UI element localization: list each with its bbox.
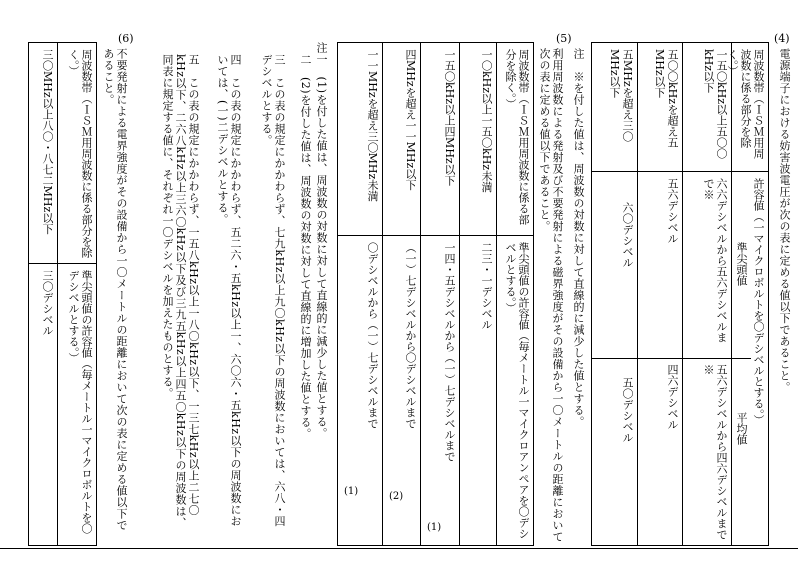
s4-row3-freq-cell xyxy=(591,42,638,172)
s4-qp-header: 準尖頭値 xyxy=(735,242,748,286)
s4-row2-freq-cell xyxy=(637,42,683,172)
section-6-text: 不要発射による電界強度がその設備から一〇メートルの距離において次の表に定める値以下であること。 xyxy=(102,48,128,531)
s4-row1-values-cell xyxy=(682,171,732,546)
s5-value-header-cell xyxy=(496,235,534,546)
s6-row1-value: 三〇デシベル xyxy=(41,270,54,336)
s4-row1-qp: 六六デシベルから五六デシベルまで※ xyxy=(702,178,728,343)
s4-freq-header-cell xyxy=(726,42,769,172)
section-5-text: 利用周波数による発射及び不要発射による磁界強度がその設備から一〇メートルの距離において次の表に定める値以下であること。 xyxy=(538,48,564,543)
s5-row3-mark: (2) xyxy=(389,491,404,502)
s6-row1-freq-cell xyxy=(28,42,58,264)
s4-value-header: 許容値（一マイクロボルトを〇デシベルとする。） xyxy=(752,178,765,426)
s4-row3-qp: 六〇デシベル xyxy=(621,202,634,268)
section-4-heading: 電源端子における妨害波電圧が次の表に定める値以下であること。 xyxy=(778,48,791,393)
s4-row3-avg: 五〇デシベル xyxy=(621,377,634,443)
s5-note-5: 五 この表の規定にかかわらず、一五八kHz以上一八〇kHz以下、一三七kHz以上二七〇kHz以下、二六八kHz以上三六〇kHz以下及び三九五kHz以上四五〇kHz以下の周波数は、同表に規定する値に、それぞれ一〇デシベルを加えたものとする。 xyxy=(161,54,200,529)
s5-row2-value-cell xyxy=(420,235,460,546)
s4-row2-values-cell xyxy=(637,171,683,546)
s5-value-header: 準尖頭値の許容値（毎メートル一マイクロアンペアを〇デシベルとする。） xyxy=(504,242,530,539)
s4-avg-header: 平均値 xyxy=(735,412,748,445)
s6-row1-value-cell xyxy=(28,263,58,546)
s5-row1-freq: 一〇kHz以上一五〇kHz未満 xyxy=(480,49,493,193)
s4-row1-freq: 一五〇kHz以上五〇〇kHz以下 xyxy=(702,49,728,160)
s5-note-1: 注一 (1)を付した値は、周波数の対数に対して直線的に減少した値とする。 xyxy=(315,42,328,439)
s5-row1-value-cell xyxy=(459,235,497,546)
s6-value-header: 準尖頭値の許容値（毎メートル一マイクロボルトを〇デシベルとする。） xyxy=(67,270,93,534)
s5-row3-value-cell xyxy=(382,235,421,546)
s5-row3-value: （一）七デシベルから〇デシベルまで xyxy=(404,242,417,429)
s5-row4-freq-cell xyxy=(337,42,383,236)
s4-freq-header: 周波数帯（ＩＳＭ用周波数に係る部分を除く。） xyxy=(726,49,765,159)
s5-row2-value: 一四・五デシベルから（一）七デシベルまで xyxy=(443,242,456,462)
section-6-number: (6) xyxy=(118,32,134,45)
s5-freq-header: 周波数帯（ＩＳＭ用周波数に係る部分を除く。） xyxy=(504,49,530,225)
s6-freq-header: 周波数帯（ＩＳＭ用周波数に係る部分を除く。） xyxy=(67,49,93,258)
s4-row1-avg: 五六デシベルから四六デシベルまで※ xyxy=(702,364,728,540)
s4-row2-freq: 五〇〇kHzを超え五MHz以下 xyxy=(653,49,679,149)
s5-note-3: 三 この表の規定にかかわらず、七九kHz以上九〇kHz以下の周波数においては、六八・四デシベルとする。 xyxy=(260,54,286,527)
s5-row2-freq-cell xyxy=(420,42,460,236)
s5-row3-freq-cell xyxy=(382,42,421,236)
s4-row2-avg: 四六デシベル xyxy=(666,364,679,430)
s5-row2-mark: (1) xyxy=(427,522,442,533)
s5-row4-value-cell xyxy=(337,235,383,546)
s4-row3-freq: 五MHzを超え三〇MHz以下 xyxy=(608,49,634,142)
s5-row1-value: 二三・一デシベル xyxy=(480,242,493,330)
section-4-note: 注 ※を付した値は、周波数の対数に対して直線的に減少した値とする。 xyxy=(572,48,585,428)
s4-row2-qp: 五六デシベル xyxy=(666,178,679,244)
s5-row1-freq-cell xyxy=(459,42,497,236)
s5-row3-freq: 四MHzを超え一一MHz以下 xyxy=(404,49,417,191)
section-4-number: (4) xyxy=(774,32,790,45)
s5-row4-freq: 一一MHzを超え三〇MHz未満 xyxy=(366,49,379,202)
s5-note-2: 二 (2)を付した値は、周波数の対数に対して直線的に増加した値とする。 xyxy=(299,54,312,440)
s6-freq-header-cell xyxy=(57,42,97,264)
s5-note-4: 四 この表の規定にかかわらず、五二六・五kHz以上一、六〇六・五kHz以下の周波数においては、(一)二デシベルとする。 xyxy=(216,54,242,527)
s4-row1-freq-cell xyxy=(682,42,732,172)
page-bottom-rule xyxy=(0,548,798,549)
s5-row2-freq: 一五〇kHz以上四MHz以下 xyxy=(443,49,456,186)
s5-row4-value: 〇デシベルから（一）七デシベルまで xyxy=(366,242,379,429)
s5-row4-mark: (1) xyxy=(344,486,359,497)
section-5-number: (5) xyxy=(556,32,572,45)
s6-value-header-cell xyxy=(57,263,97,546)
s4-row3-values-cell xyxy=(591,171,638,546)
s5-freq-header-cell xyxy=(496,42,534,236)
s6-row1-freq: 三〇MHz以上八〇・八七二MHz以下 xyxy=(41,49,54,235)
